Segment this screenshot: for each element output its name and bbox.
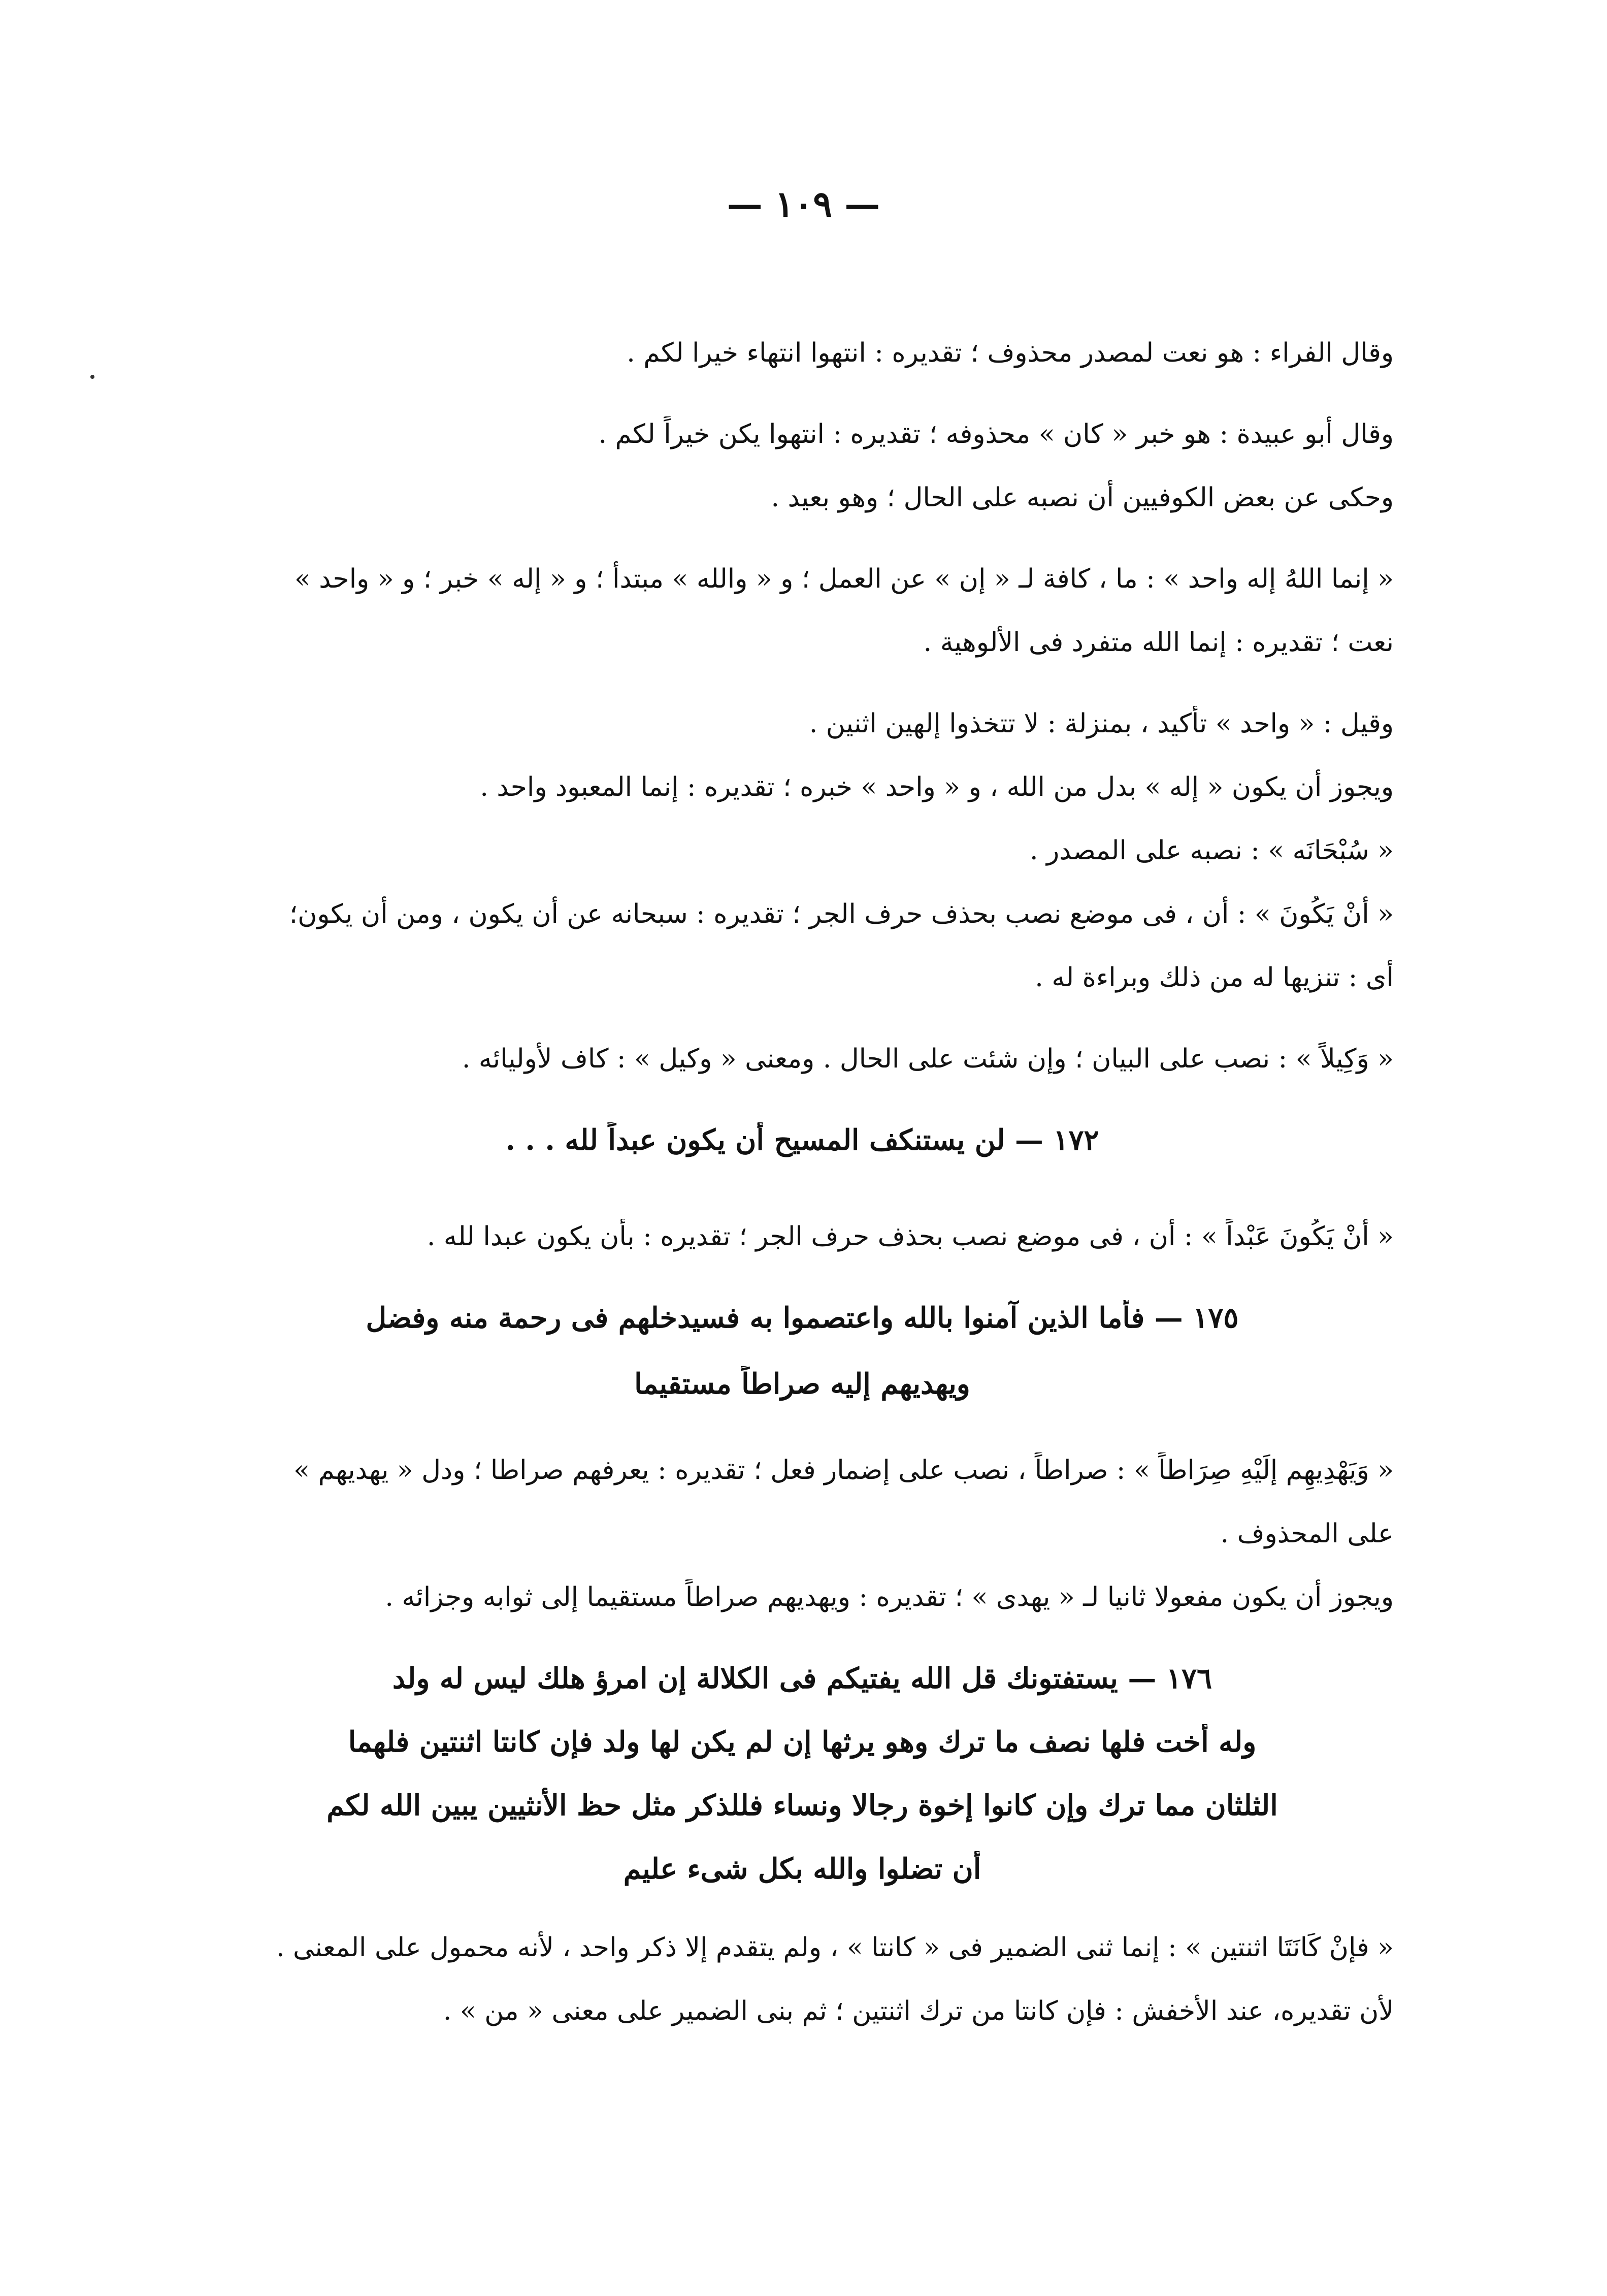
text-line: « سُبْحَانَه » : نصبه على المصدر . <box>1030 835 1394 866</box>
text-line: على المحذوف . <box>1220 1518 1394 1549</box>
quran-verse-line: ١٧٦ — يستفتونك قل الله يفتيكم فى الكلالة إن امرؤ هلك ليس له ولد <box>392 1662 1212 1695</box>
quran-verse-line: ويهديهم إليه صراطاً مستقيما <box>634 1367 970 1401</box>
quran-verse-line: وله أخت فلها نصف ما ترك وهو يرثها إن لم يكن لها ولد فإن كانتا اثنتين فلهما <box>348 1725 1257 1759</box>
text-line: أى : تنزيها له من ذلك وبراءة له . <box>1035 962 1394 993</box>
quran-verse-line: الثلثان مما ترك وإن كانوا إخوة رجالا ونساء فللذكر مثل حظ الأنثيين يبين الله لكم <box>326 1789 1278 1822</box>
text-line: نعت ؛ تقديره : إنما الله متفرد فى الألوهية . <box>923 627 1394 658</box>
text-line: « أنْ يَكُونَ » : أن ، فى موضع نصب بحذف حرف الجر ؛ تقديره : سبحانه عن أن يكون ، ومن أن يكون؛ <box>289 899 1394 929</box>
text-line: وقيل : « واحد » تأكيد ، بمنزلة : لا تتخذوا إلهين اثنين . <box>809 708 1394 739</box>
text-line: « أنْ يَكُونَ عَبْداً » : أن ، فى موضع نصب بحذف حرف الجر ؛ تقديره : بأن يكون عبدا لله . <box>427 1221 1394 1252</box>
text-line: « وَكِيلاً » : نصب على البيان ؛ وإن شئت على الحال . ومعنى « وكيل » : كاف لأوليائه . <box>462 1044 1394 1074</box>
text-line: « وَيَهْدِيهِم إلَيْهِ صِرَاطاً » : صراطاً ، نصب على إضمار فعل ؛ تقديره : يعرفهم صراطا ؛ ودل « يهديهم » <box>293 1455 1394 1485</box>
text-line: ويجوز أن يكون « إله » بدل من الله ، و « واحد » خبره ؛ تقديره : إنما المعبود واحد . <box>480 772 1394 802</box>
quran-verse-line: ١٧٢ — لن يستنكف المسيح أن يكون عبداً لله . . . <box>505 1123 1099 1157</box>
text-line: « فإنْ كَانَتَا اثنتين » : إنما ثنى الضمير فى « كانتا » ، ولم يتقدم إلا ذكر واحد ، لأنه محمول على المعنى . <box>276 1932 1394 1963</box>
text-line: لأن تقديره، عند الأخفش : فإن كانتا من ترك اثنتين ؛ ثم بنى الضمير على معنى « من » . <box>443 1996 1394 2026</box>
scan-speck <box>90 375 94 379</box>
text-line: وقال أبو عبيدة : هو خبر « كان » محذوفه ؛ تقديره : انتهوا يكن خيراً لكم . <box>598 419 1394 449</box>
quran-verse-line: ١٧٥ — فأما الذين آمنوا بالله واعتصموا به فسيدخلهم فى رحمة منه وفضل <box>366 1301 1239 1335</box>
text-line: وحكى عن بعض الكوفيين أن نصبه على الحال ؛ وهو بعيد . <box>771 482 1394 513</box>
text-line: ويجوز أن يكون مفعولا ثانيا لـ « يهدى » ؛ تقديره : ويهديهم صراطاً مستقيما إلى ثوابه وجزائه . <box>385 1582 1394 1612</box>
page-number: — ١٠٩ — <box>727 183 880 225</box>
text-line: « إنما اللهُ إله واحد » : ما ، كافة لـ « إن » عن العمل ؛ و « والله » مبتدأ ؛ و « إله » خبر ؛ و « واحد » <box>294 564 1394 594</box>
quran-verse-line: أن تضلوا والله بكل شىء عليم <box>623 1852 981 1886</box>
text-line: وقال الفراء : هو نعت لمصدر محذوف ؛ تقديره : انتهوا انتهاء خيرا لكم . <box>627 338 1394 368</box>
